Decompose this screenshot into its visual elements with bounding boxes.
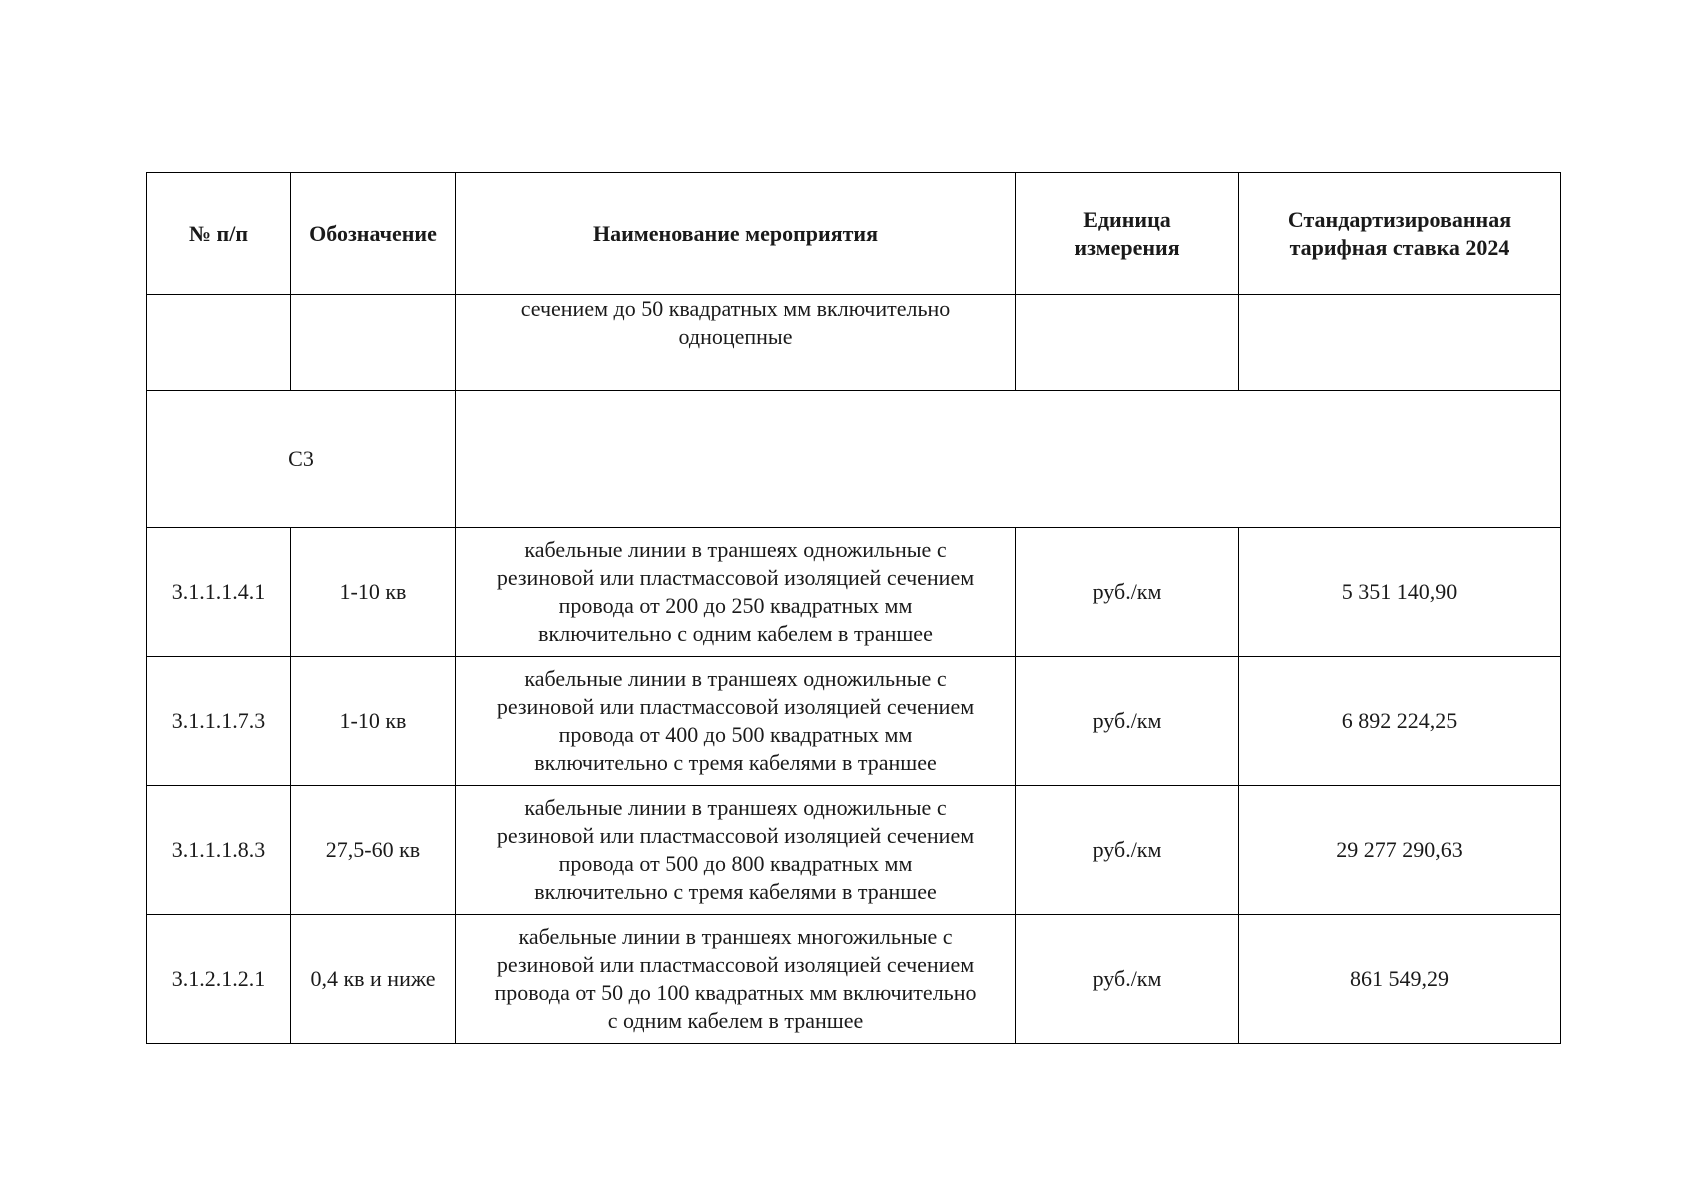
continuation-num-cell	[147, 295, 291, 391]
header-rate: Стандартизированная тарифная ставка 2024	[1239, 173, 1561, 295]
row-name: кабельные линии в траншеях одножильные с резиновой или пластмассовой изоляцией сечением провода от 400 до 500 квадратных мм включительно с тремя кабелями в траншее	[456, 657, 1016, 786]
row-code: 1-10 кв	[291, 528, 456, 657]
row-unit: руб./км	[1016, 528, 1239, 657]
continuation-row	[147, 295, 1561, 391]
continuation-name-cell: сечением до 50 квадратных мм включительно одноцепные	[456, 295, 1016, 391]
continuation-rate-cell	[1239, 295, 1561, 391]
row-unit: руб./км	[1016, 915, 1239, 1044]
row-unit: руб./км	[1016, 786, 1239, 915]
row-unit: руб./км	[1016, 657, 1239, 786]
row-num: 3.1.2.1.2.1	[147, 915, 291, 1044]
section-empty-cell	[456, 391, 1561, 528]
row-code: 0,4 кв и ниже	[291, 915, 456, 1044]
row-rate: 6 892 224,25	[1239, 657, 1561, 786]
row-num: 3.1.1.1.7.3	[147, 657, 291, 786]
table-row	[147, 786, 1561, 915]
row-rate: 861 549,29	[1239, 915, 1561, 1044]
row-code: 27,5-60 кв	[291, 786, 456, 915]
table-row	[147, 915, 1561, 1044]
table-row	[147, 528, 1561, 657]
header-unit: Единица измерения	[1016, 173, 1239, 295]
row-code: 1-10 кв	[291, 657, 456, 786]
section-row	[147, 391, 1561, 528]
row-num: 3.1.1.1.4.1	[147, 528, 291, 657]
table-row	[147, 657, 1561, 786]
row-name: кабельные линии в траншеях одножильные с резиновой или пластмассовой изоляцией сечением провода от 200 до 250 квадратных мм включительно с одним кабелем в траншее	[456, 528, 1016, 657]
row-num: 3.1.1.1.8.3	[147, 786, 291, 915]
tariff-table	[146, 172, 1561, 1044]
table-header-row	[147, 173, 1561, 295]
section-label: С3	[147, 391, 456, 528]
header-name: Наименование мероприятия	[456, 173, 1016, 295]
header-code: Обозначение	[291, 173, 456, 295]
continuation-code-cell	[291, 295, 456, 391]
row-name: кабельные линии в траншеях одножильные с резиновой или пластмассовой изоляцией сечением провода от 500 до 800 квадратных мм включительно с тремя кабелями в траншее	[456, 786, 1016, 915]
row-rate: 29 277 290,63	[1239, 786, 1561, 915]
header-num: № п/п	[147, 173, 291, 295]
row-rate: 5 351 140,90	[1239, 528, 1561, 657]
continuation-unit-cell	[1016, 295, 1239, 391]
row-name: кабельные линии в траншеях многожильные с резиновой или пластмассовой изоляцией сечением провода от 50 до 100 квадратных мм включительно с одним кабелем в траншее	[456, 915, 1016, 1044]
